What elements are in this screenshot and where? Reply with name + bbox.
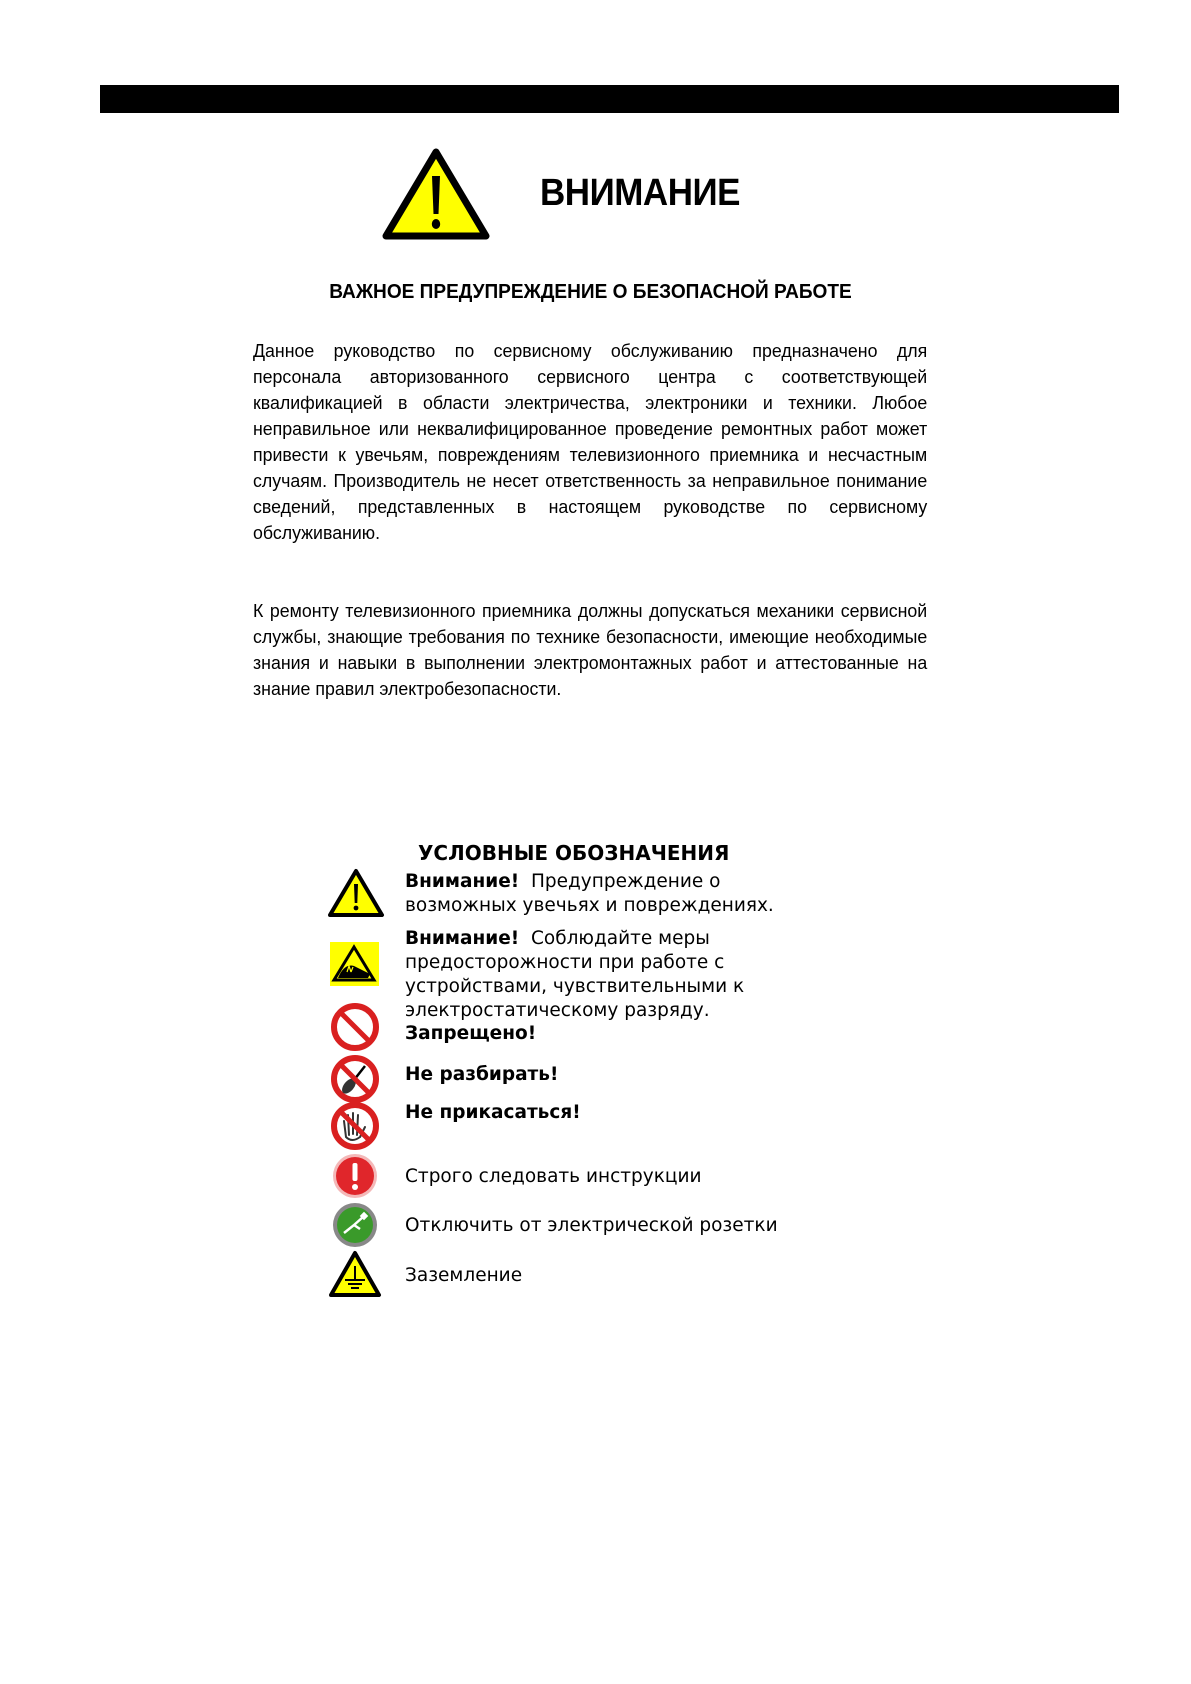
unplug-icon [330, 1201, 380, 1249]
legend-item-do-not-touch [405, 1101, 581, 1125]
header-bar [100, 85, 1119, 113]
legend-item-do-not-disassemble [405, 1063, 558, 1087]
warning-triangle-icon [327, 868, 385, 918]
legend-item-esd [405, 927, 744, 1023]
legend-line: устройствами, чувствительными к [405, 976, 745, 997]
legend-label-bold: Внимание! [405, 871, 520, 892]
legend-item-prohibited [405, 1022, 536, 1046]
legend-line: Предупреждение о [530, 871, 721, 892]
do-not-disassemble-icon [330, 1054, 380, 1104]
esd-warning-icon [330, 942, 379, 986]
legend-line: возможных увечьях и повреждениях. [405, 895, 774, 916]
warning-triangle-icon [382, 148, 490, 240]
prohibited-icon [330, 1002, 380, 1052]
legend-line: Заземление [405, 1265, 523, 1286]
section-subtitle: ВАЖНОЕ ПРЕДУПРЕЖДЕНИЕ О БЕЗОПАСНОЙ РАБОТЕ [329, 280, 852, 303]
legend-item-follow-instructions [405, 1165, 702, 1189]
paragraph-intro: Данное руководство по сервисному обслуживанию предназначено для персонала авторизованного сервисного центра с соответствующей квалификацией в области электричества, электроники и техники. Любое неправильное или неквалифицированное проведение ремонтных работ может привести к увечьям, повреждениям телевизионного приемника и несчастным случаям. Производитель не несет ответственность за неправильное понимание сведений, представленных в настоящем руководстве по сервисному обслуживанию. [253, 340, 928, 543]
do-not-touch-icon [330, 1101, 380, 1151]
legend-line: Отключить от электрической розетки [405, 1215, 778, 1236]
paragraph-requirements: К ремонту телевизионного приемника должны допускаться механики сервисной службы, знающие требования по технике безопасности, имеющие необходимые знания и навыки в выполнении электромонтажных работ и аттестованные на знание правил электробезопасности. [253, 600, 928, 699]
legend-title: УСЛОВНЫЕ ОБОЗНАЧЕНИЯ [418, 841, 730, 865]
legend-label-bold: Запрещено! [405, 1023, 537, 1044]
legend-line: предосторожности при работе с [405, 952, 725, 973]
legend-line: Соблюдайте меры [530, 928, 710, 949]
mandatory-exclamation-icon [331, 1152, 379, 1200]
legend-line: Строго следовать инструкции [405, 1166, 702, 1187]
grounding-icon [328, 1250, 382, 1298]
page-title: ВНИМАНИЕ [540, 172, 741, 214]
legend-item-warning [405, 870, 774, 918]
legend-label-bold: Не разбирать! [405, 1064, 559, 1085]
legend-label-bold: Не прикасаться! [405, 1102, 581, 1123]
legend-item-unplug [405, 1214, 778, 1238]
legend-line: электростатическому разряду. [405, 1000, 710, 1021]
legend-item-grounding [405, 1264, 522, 1288]
legend-label-bold: Внимание! [405, 928, 520, 949]
